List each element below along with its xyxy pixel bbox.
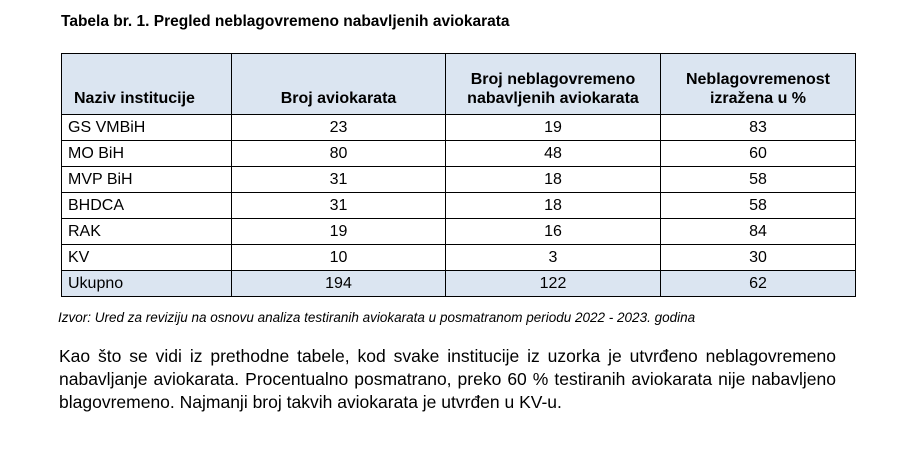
column-header-institution: Naziv institucije xyxy=(62,54,232,115)
table-source-note: Izvor: Ured za reviziju na osnovu analiza testiranih aviokarata u posmatranom periodu 2022 - 2023. godina xyxy=(58,310,696,325)
cell-institution: KV xyxy=(62,245,232,271)
table-caption: Tabela br. 1. Pregled neblagovremeno nabavljenih aviokarata xyxy=(61,13,510,30)
cell-late-tickets: 48 xyxy=(446,141,661,167)
cell-late-percent: 30 xyxy=(661,245,856,271)
cell-institution: GS VMBiH xyxy=(62,115,232,141)
table-row xyxy=(62,193,856,219)
cell-institution: MVP BiH xyxy=(62,167,232,193)
cell-total-late-percent: 62 xyxy=(661,271,856,297)
table-total-row xyxy=(62,271,856,297)
cell-late-percent: 84 xyxy=(661,219,856,245)
cell-total-tickets: 194 xyxy=(232,271,446,297)
cell-tickets: 31 xyxy=(232,167,446,193)
table-row xyxy=(62,115,856,141)
column-header-tickets: Broj aviokarata xyxy=(232,54,446,115)
cell-tickets: 31 xyxy=(232,193,446,219)
cell-late-tickets: 18 xyxy=(446,193,661,219)
column-header-late-percent: Neblagovremenost izražena u % xyxy=(661,54,856,115)
cell-institution: MO BiH xyxy=(62,141,232,167)
cell-institution: RAK xyxy=(62,219,232,245)
cell-tickets: 19 xyxy=(232,219,446,245)
cell-late-percent: 58 xyxy=(661,167,856,193)
cell-late-percent: 83 xyxy=(661,115,856,141)
cell-total-label: Ukupno xyxy=(62,271,232,297)
table-row xyxy=(62,219,856,245)
cell-total-late-tickets: 122 xyxy=(446,271,661,297)
cell-institution: BHDCA xyxy=(62,193,232,219)
cell-late-tickets: 3 xyxy=(446,245,661,271)
table-row xyxy=(62,245,856,271)
cell-tickets: 10 xyxy=(232,245,446,271)
table-row xyxy=(62,141,856,167)
cell-late-percent: 60 xyxy=(661,141,856,167)
table-row xyxy=(62,167,856,193)
cell-tickets: 80 xyxy=(232,141,446,167)
body-paragraph: Kao što se vidi iz prethodne tabele, kod svake institucije iz uzorka je utvrđeno neblagovremeno nabavljanje aviokarata. Procentualno posmatrano, preko 60 % testiranih aviokarata nije nabavljeno blagovremeno. Najmanji broj takvih aviokarata je utvrđen u KV-u. xyxy=(59,346,836,412)
cell-late-tickets: 16 xyxy=(446,219,661,245)
column-header-late-tickets: Broj neblagovremeno nabavljenih aviokarata xyxy=(446,54,661,115)
table-header-row xyxy=(62,54,856,115)
cell-late-tickets: 18 xyxy=(446,167,661,193)
data-table xyxy=(61,53,856,297)
cell-late-percent: 58 xyxy=(661,193,856,219)
cell-late-tickets: 19 xyxy=(446,115,661,141)
cell-tickets: 23 xyxy=(232,115,446,141)
